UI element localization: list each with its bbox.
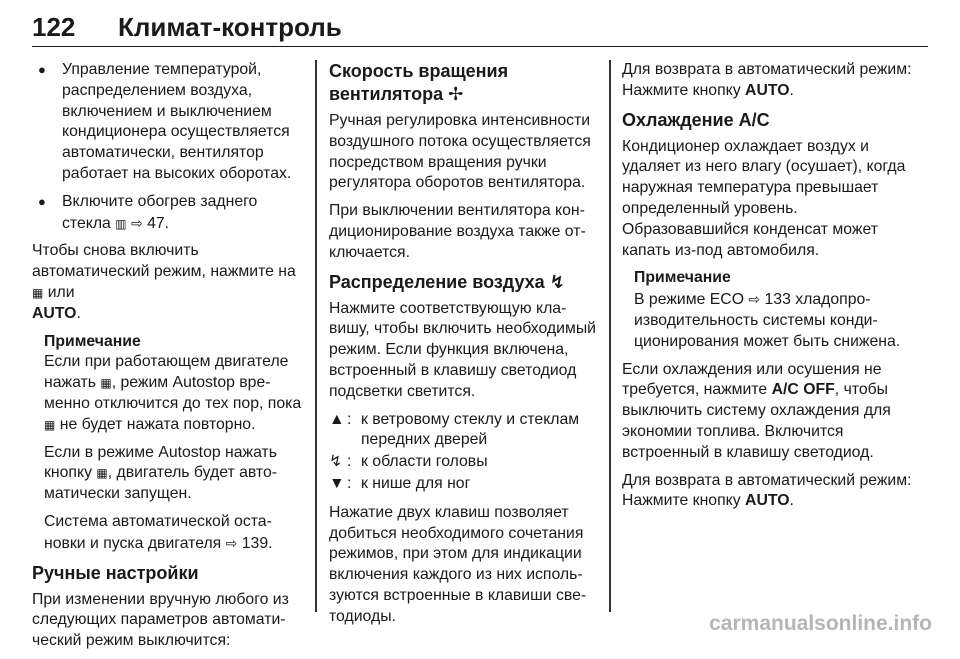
note-title: Примечание bbox=[44, 332, 141, 350]
column-middle bbox=[329, 60, 597, 635]
legend-row: ▲ : к ветровому стеклу и стеклам передних дверей bbox=[329, 410, 597, 452]
note-block bbox=[32, 332, 304, 555]
max-defrost-icon: ▦ bbox=[100, 376, 112, 391]
paragraph: Если в режиме Autostop нажать кнопку ▦, двигатель будет автоматически запущен. bbox=[44, 443, 278, 503]
paragraph: Нажатие двух клавиш позволяет добиться необходимого сочетания режимов, при этом для индикации включения каждого из них используются встроенные в клавиши светодиоды. bbox=[329, 503, 587, 625]
column-right bbox=[622, 60, 926, 519]
head-level-icon: ↯ bbox=[329, 453, 343, 471]
watermark: carmanualsonline.info bbox=[709, 612, 932, 635]
rear-defrost-icon: ▥ bbox=[115, 216, 127, 231]
section-heading: Охлаждение A/C bbox=[622, 109, 770, 130]
note-block bbox=[622, 268, 926, 352]
paragraph: Для возврата в автоматический режим: Нажмите кнопку AUTO. bbox=[622, 471, 912, 510]
page-ref-icon: ⇨ bbox=[225, 534, 238, 551]
footwell-icon: ▼ bbox=[329, 474, 345, 492]
max-defrost-icon: ▦ bbox=[96, 466, 108, 481]
paragraph: Если при работающем двигателе нажать ▦, режим Autostop временно отключится до тех пор, пока ▦ не будет нажата повторно. bbox=[44, 353, 302, 433]
paragraph: Кондиционер охлаждает воздух и удаляет из него влагу (осушает), когда наружная температура превышает определенный уровень. Образовавшийся конденсат может капать из-под автомобиля. bbox=[622, 137, 906, 259]
paragraph: При изменении вручную любого из следующих параметров автоматический режим выключится: bbox=[32, 590, 289, 650]
paragraph: Для возврата в автоматический режим: Нажмите кнопку AUTO. bbox=[622, 61, 912, 99]
paragraph: Система автоматической остановки и пуска двигателя ⇨ 139. bbox=[44, 512, 273, 552]
section-heading: Распределение воздуха ↯ bbox=[329, 271, 565, 292]
section-heading: Скорость вращения вентилятора ✢ bbox=[329, 61, 509, 104]
page-ref-icon: ⇨ bbox=[130, 214, 143, 231]
bullet-item: ● Управление температурой, распределением воздуха, включением и выключением кондиционера осуществляется автоматически, вентилятор работает на высоких оборотах. bbox=[32, 60, 304, 185]
page-number: 122 bbox=[32, 12, 76, 42]
paragraph: При выключении вентилятора кондиционирование воздуха также отключается. bbox=[329, 202, 586, 261]
paragraph: Чтобы снова включить автоматический режим, нажмите на ▦ или AUTO. bbox=[32, 242, 296, 322]
max-defrost-icon: ▦ bbox=[32, 285, 44, 300]
note-title: Примечание bbox=[634, 269, 731, 287]
paragraph: В режиме ECO ⇨ 133 хладопроизводительность системы кондиционирования может быть снижена. bbox=[634, 291, 901, 350]
air-distribution-icon: ↯ bbox=[549, 271, 565, 292]
column-divider bbox=[609, 60, 611, 612]
paragraph: Нажмите соответствующую клавишу, чтобы включить необходимый режим. Если функция включена, встроенный в клавишу светодиод подсветки светится. bbox=[329, 299, 597, 400]
max-defrost-icon: ▦ bbox=[44, 417, 56, 432]
paragraph: Если охлаждения или осушения не требуется, нажмите A/C OFF, чтобы выключить систему охлаждения для экономии топлива. Включится встроенный в клавишу светодиод. bbox=[622, 360, 891, 461]
bullet-item: ● Включите обогрев заднего стекла ▥ ⇨ 47. bbox=[32, 192, 304, 235]
windscreen-icon: ▲ bbox=[329, 410, 345, 428]
section-heading: Ручные настройки bbox=[32, 562, 199, 583]
fan-icon: ✢ bbox=[448, 84, 464, 104]
chapter-title: Климат-контроль bbox=[118, 12, 342, 42]
paragraph: Ручная регулировка интенсивности воздушного потока осуществляется посредством вращения ручки регулятора оборотов вентилятора. bbox=[329, 112, 591, 192]
legend-row: ↯ : к области головы bbox=[329, 452, 597, 473]
page-header bbox=[32, 6, 928, 47]
page-ref-icon: ⇨ bbox=[748, 291, 761, 308]
legend-row: ▼ : к нише для ног bbox=[329, 474, 597, 495]
column-left bbox=[32, 60, 304, 659]
column-divider bbox=[315, 60, 317, 612]
